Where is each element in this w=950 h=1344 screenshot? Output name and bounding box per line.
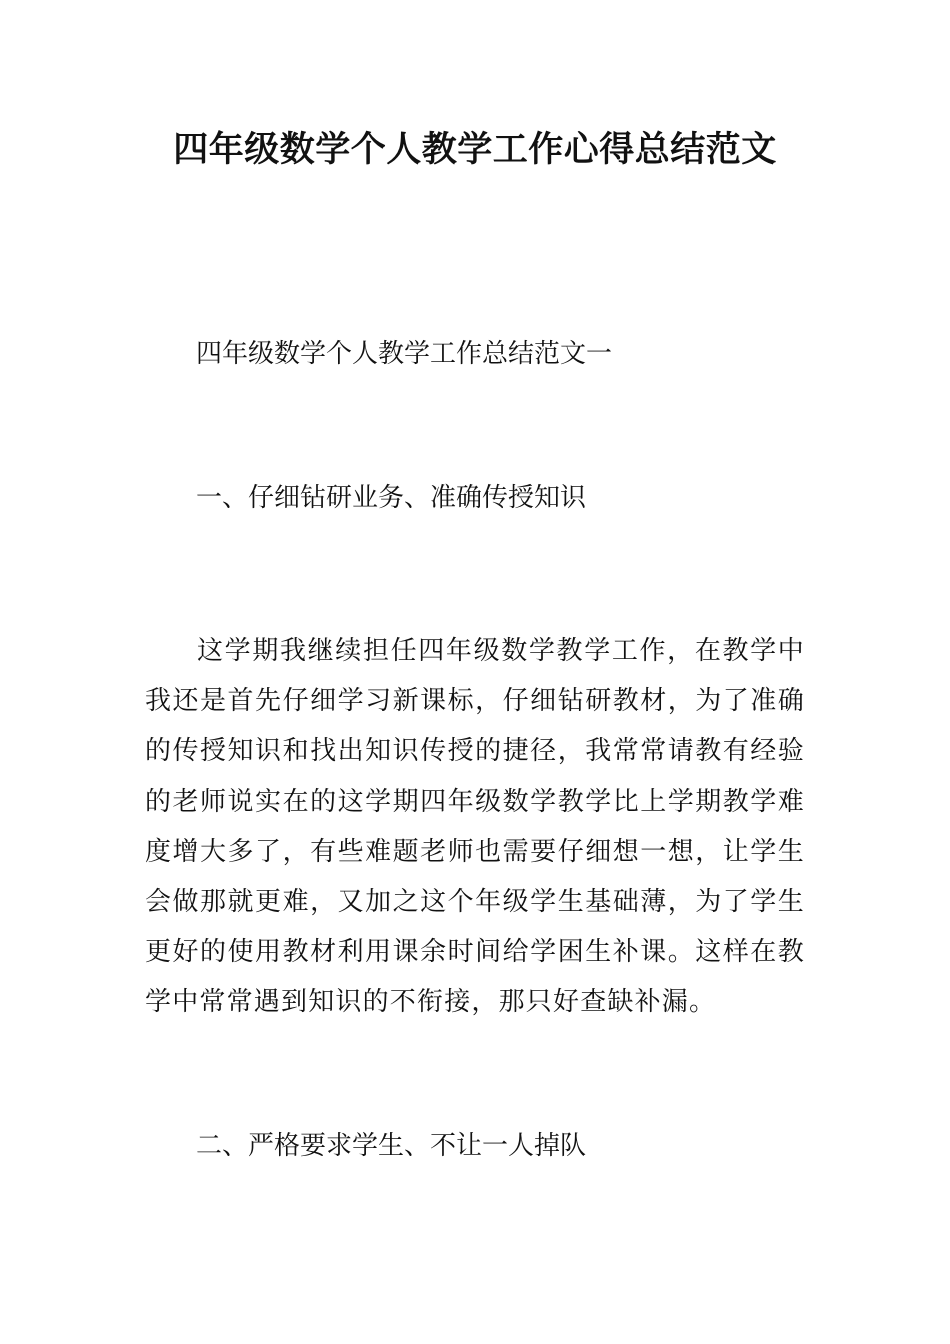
section-paragraph-1: 这学期我继续担任四年级数学教学工作，在教学中我还是首先仔细学习新课标，仔细钻研教材，为了准确的传授知识和找出知识传授的捷径，我常常请教有经验的老师说实在的这学期四年级数学教学比上学期教学难度增大多了，有些难题老师也需要仔细想一想，让学生会做那就更难，又加之这个年级学生基础薄，为了学生更好的使用教材利用课余时间给学困生补课。这样在教学中常常遇到知识的不衔接，那只好查缺补漏。 [145, 636, 805, 1018]
section-heading-1: 一、仔细钻研业务、准确传授知识 [196, 483, 587, 513]
document-subtitle: 四年级数学个人教学工作总结范文一 [196, 339, 613, 369]
document-title: 四年级数学个人教学工作心得总结范文 [173, 130, 777, 170]
section-heading-2: 二、严格要求学生、不让一人掉队 [196, 1131, 587, 1161]
